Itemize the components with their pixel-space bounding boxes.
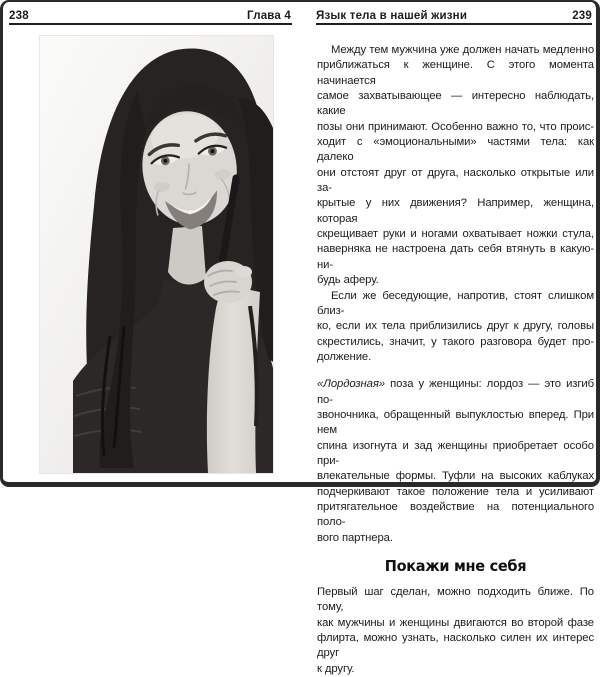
text-line: они отстоят друг от друга, насколько открытые или за-	[317, 166, 594, 195]
chapter-label: Глава 4	[247, 10, 291, 22]
paragraph	[317, 585, 594, 677]
right-page-number: 239	[572, 10, 592, 22]
text-line: приближаться к женщине. С этого момента начинается	[317, 59, 594, 87]
left-page-header	[9, 7, 291, 22]
text-line: «Лордозная» поза у женщины: лордоз — это изгиб по-	[317, 378, 594, 406]
body-paragraphs	[317, 43, 594, 546]
text-line: подчеркивают такое положение тела и усиливают	[317, 485, 594, 498]
right-header-rule	[316, 23, 592, 25]
text-line: позы они принимают. Особенно важно то, что проис-	[317, 120, 594, 133]
text-line: Между тем мужчина уже должен начать медленно	[331, 44, 594, 56]
left-header-rule	[9, 23, 292, 25]
section-heading: Покажи мне себя	[384, 558, 527, 576]
spread-inner	[3, 2, 596, 675]
text-line: наверняка не настроена дать себя втянуть в какую-ни-	[317, 243, 594, 271]
text-line: как мужчины и женщины двигаются во второй фазе	[317, 616, 594, 629]
left-page-number: 238	[9, 10, 29, 22]
text-line: самое захватывающее — интересно наблюдать, какие	[317, 90, 594, 118]
right-page-text-column	[317, 43, 594, 677]
text-line: флирта, можно узнать, насколько силен их интерес друг	[317, 632, 594, 660]
text-line: скрещивает руки и ногами охватывает ножки стула,	[317, 228, 594, 241]
paragraph	[317, 289, 594, 366]
paragraph	[317, 43, 594, 289]
portrait-photo	[40, 36, 273, 473]
text-line: притягательное воздействие на потенциального поло-	[317, 500, 594, 529]
right-page-header	[316, 7, 592, 22]
after-heading-paragraphs	[317, 585, 594, 677]
text-line: влекательные формы. Туфли на высоких каблуках	[317, 470, 594, 483]
text-line: должение.	[317, 350, 372, 363]
text-line: спина изогнута и зад женщины приобретает особо при-	[317, 439, 594, 467]
text-line: скрестились, значит, у такого разговора будет про-	[317, 335, 594, 348]
text-line: будь аферу.	[317, 274, 379, 287]
text-line: ко, если их тела приблизились друг к другу, головы	[317, 320, 594, 333]
text-line: ходит с «эмоциональными» частями тела: как далеко	[317, 136, 594, 164]
portrait-illustration	[40, 36, 273, 473]
paragraph	[317, 377, 594, 546]
text-line: звоночника, обращенный выпуклостью вперед. При нем	[317, 408, 594, 437]
running-title: Язык тела в нашей жизни	[316, 10, 468, 22]
text-line: вого партнера.	[317, 531, 393, 544]
text-line: Первый шаг сделан, можно подходить ближе. По тому,	[317, 586, 594, 614]
text-line: к другу.	[317, 662, 355, 675]
text-line: крытые у них движения? Например, женщина, которая	[317, 197, 594, 225]
text-line: Если же беседующие, напротив, стоят слишком близ-	[317, 289, 594, 317]
